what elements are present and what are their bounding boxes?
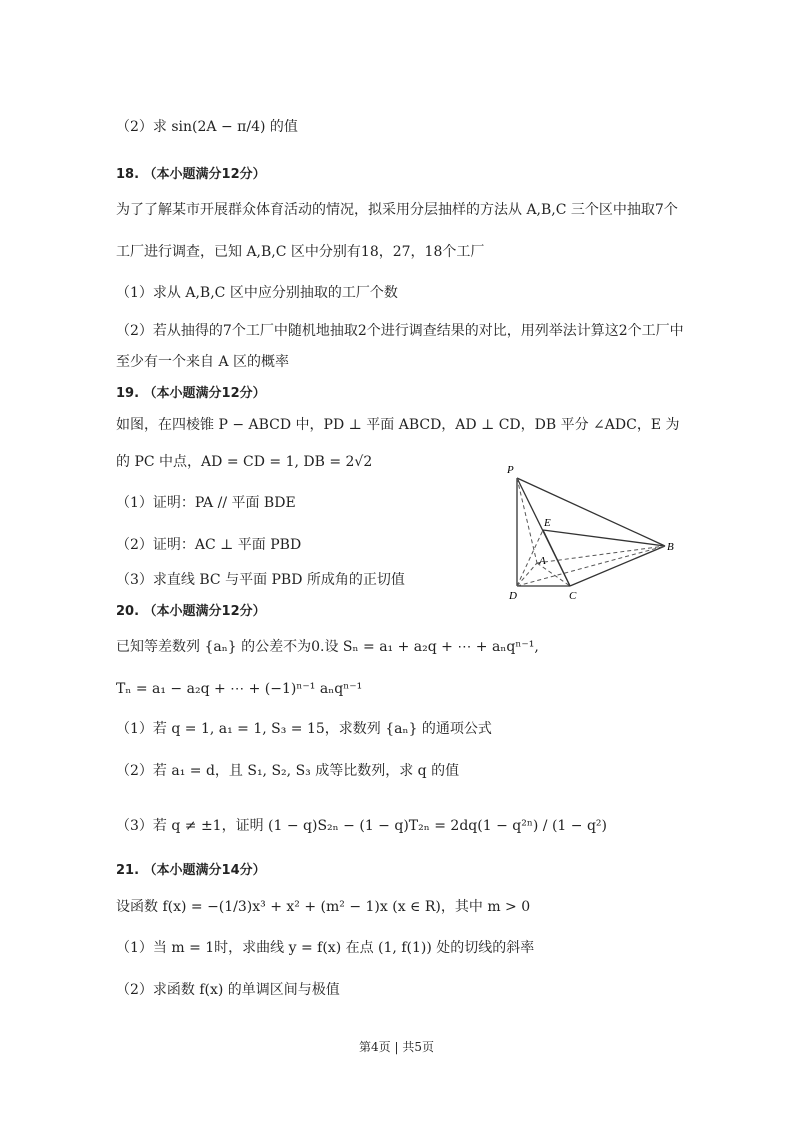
q18-part2-line1: （2）若从抽得的7个工厂中随机地抽取2个进行调查结果的对比，用列举法计算这2个工厂中 — [116, 323, 684, 339]
q17-part2: （2）求 sin(2A − π/4) 的值 — [116, 119, 298, 135]
q21-line1: 设函数 f(x) = −(1/3)x³ + x² + (m² − 1)x (x ∈ R)，其中 m > 0 — [116, 899, 531, 915]
q19-part2: （2）证明：AC ⊥ 平面 PBD — [116, 537, 302, 553]
q20-part1: （1）若 q = 1, a₁ = 1, S₃ = 15，求数列 {aₙ} 的通项公式 — [116, 721, 492, 737]
q19-part1: （1）证明：PA // 平面 BDE — [116, 495, 296, 511]
q21-part2: （2）求函数 f(x) 的单调区间与极值 — [116, 982, 340, 998]
q21-heading: 21. （本小题满分14分） — [116, 863, 266, 878]
q20-line1: 已知等差数列 {aₙ} 的公差不为0.设 Sₙ = a₁ + a₂q + ⋯ + aₙqⁿ⁻¹, — [116, 639, 539, 655]
label-e: E — [544, 517, 551, 529]
q20-heading: 20. （本小题满分12分） — [116, 604, 266, 619]
q20-part3: （3）若 q ≠ ±1，证明 (1 − q)S₂ₙ − (1 − q)T₂ₙ = 2dq(1 − q²ⁿ) / (1 − q²) — [116, 818, 607, 834]
label-p: P — [507, 464, 514, 476]
q19-part3: （3）求直线 BC 与平面 PBD 所成角的正切值 — [116, 572, 405, 588]
q18-part1: （1）求从 A,B,C 区中应分别抽取的工厂个数 — [116, 285, 398, 301]
q19-line1: 如图，在四棱锥 P − ABCD 中，PD ⊥ 平面 ABCD，AD ⊥ CD，DB 平分 ∠ADC，E 为 — [116, 417, 680, 433]
q18-part2-line2: 至少有一个来自 A 区的概率 — [116, 354, 290, 370]
pyramid-figure — [495, 458, 685, 603]
q20-line2: Tₙ = a₁ − a₂q + ⋯ + (−1)ⁿ⁻¹ aₙqⁿ⁻¹ — [116, 681, 363, 697]
q18-line2: 工厂进行调查，已知 A,B,C 区中分别有18，27，18个工厂 — [116, 244, 485, 260]
label-c: C — [569, 590, 577, 602]
q19-line2: 的 PC 中点，AD = CD = 1, DB = 2√2 — [116, 454, 373, 470]
page-footer: 第4页 | 共5页 — [359, 1040, 434, 1054]
label-a: A — [539, 555, 546, 567]
q18-line1: 为了了解某市开展群众体育活动的情况，拟采用分层抽样的方法从 A,B,C 三个区中抽取7个 — [116, 202, 678, 218]
label-d: D — [509, 590, 517, 602]
q20-part2: （2）若 a₁ = d，且 S₁, S₂, S₃ 成等比数列，求 q 的值 — [116, 763, 460, 779]
q18-heading: 18. （本小题满分12分） — [116, 167, 266, 182]
label-b: B — [667, 541, 674, 553]
q19-heading: 19. （本小题满分12分） — [116, 386, 266, 401]
q21-part1: （1）当 m = 1时，求曲线 y = f(x) 在点 (1, f(1)) 处的切线的斜率 — [116, 940, 535, 956]
